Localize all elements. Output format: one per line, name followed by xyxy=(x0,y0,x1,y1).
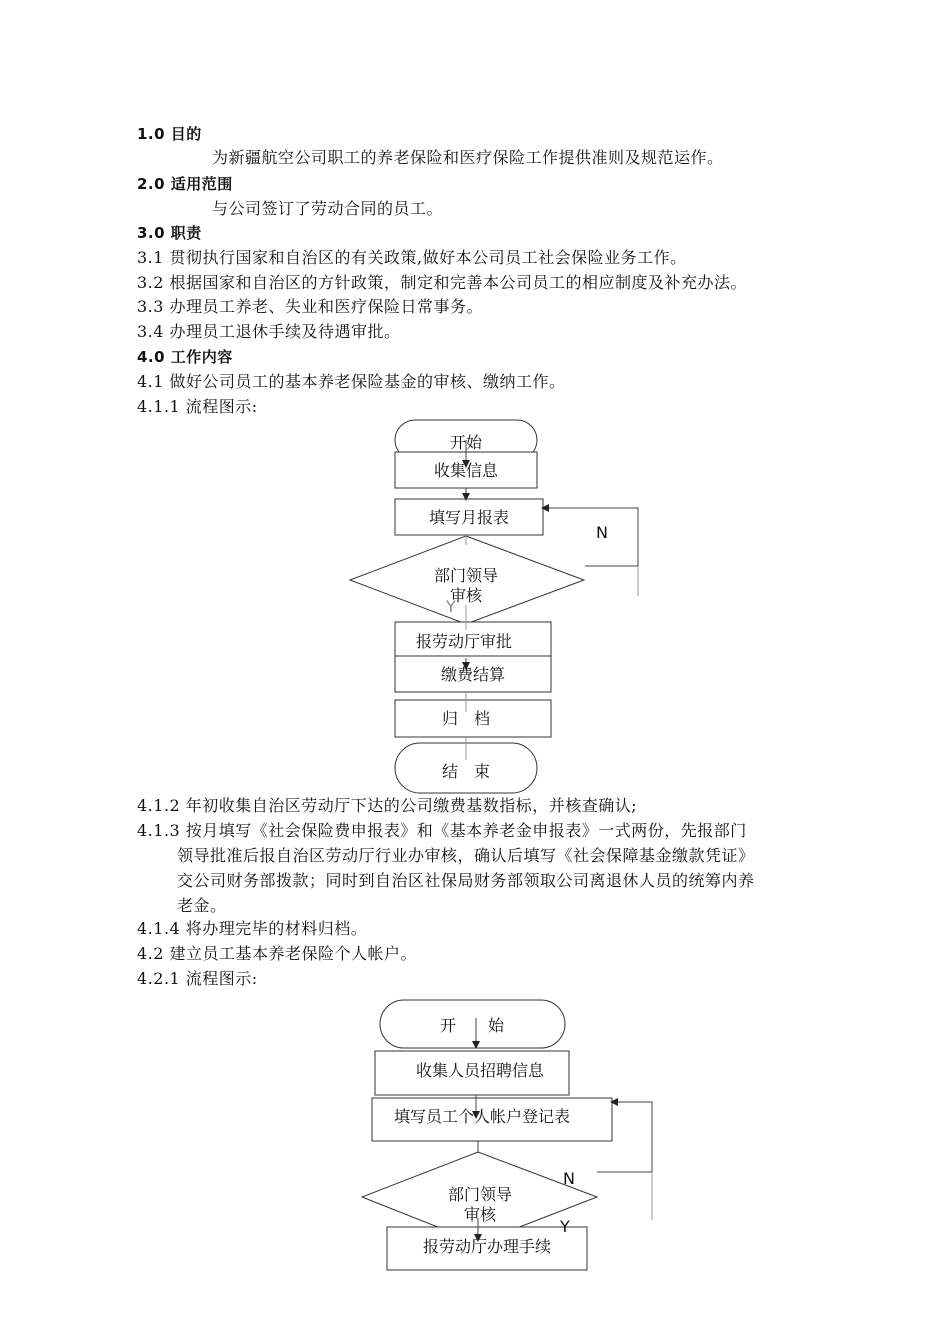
flow2-yes-label: Y xyxy=(560,1217,570,1236)
section-4-heading: 4.0 工作内容 xyxy=(137,348,233,366)
flow2-collect-label: 收集人员招聘信息 xyxy=(415,1061,545,1080)
flow1-no-label: N xyxy=(596,523,608,542)
flow2-review-label: 审核 xyxy=(463,1205,497,1224)
section-3-item: 3.1 贯彻执行国家和自治区的有关政策,做好本公司员工社会保险业务工作。 xyxy=(137,248,687,267)
flow1-archive-label: 归 档 xyxy=(441,709,491,728)
section-3-item: 3.3 办理员工养老、失业和医疗保险日常事务。 xyxy=(137,297,484,316)
flow2-start-label: 开 始 xyxy=(439,1016,505,1035)
flowchart-1 xyxy=(350,420,638,793)
section-4-1-1: 4.1.1 流程图示: xyxy=(137,397,258,416)
flow1-loop-line xyxy=(545,508,638,566)
section-4-2: 4.2 建立员工基本养老保险个人帐户。 xyxy=(137,944,418,963)
flow2-review-label: 部门领导 xyxy=(447,1185,513,1204)
section-4-1: 4.1 做好公司员工的基本养老保险基金的审核、缴纳工作。 xyxy=(137,372,566,391)
flow2-fill-label: 填写员工个人帐户登记表 xyxy=(393,1107,571,1126)
section-4-1-2: 4.1.2 年初收集自治区劳动厅下达的公司缴费基数指标，并核查确认; xyxy=(137,796,638,815)
section-1-text: 为新疆航空公司职工的养老保险和医疗保险工作提供准则及规范运作。 xyxy=(212,148,724,167)
section-4-1-3-line: 交公司财务部拨款；同时到自治区社保局财务部领取公司离退休人员的统筹内养 xyxy=(177,871,755,890)
flow1-review-label: 审核 xyxy=(449,586,483,605)
flow1-end-label: 结 束 xyxy=(441,762,491,781)
section-3-item: 3.4 办理员工退休手续及待遇审批。 xyxy=(137,322,401,341)
flow1-pay-label: 缴费结算 xyxy=(440,665,506,684)
section-4-1-3-line: 4.1.3 按月填写《社会保险费申报表》和《基本养老金申报表》一式两份，先报部门 xyxy=(137,821,747,840)
section-4-2-1: 4.2.1 流程图示: xyxy=(137,969,258,988)
section-2-heading: 2.0 适用范围 xyxy=(137,175,233,193)
flow1-approve-label: 报劳动厅审批 xyxy=(415,632,513,651)
flow2-handle-label: 报劳动厅办理手续 xyxy=(422,1237,552,1256)
flow1-collect-label: 收集信息 xyxy=(433,461,499,480)
section-4-1-4: 4.1.4 将办理完毕的材料归档。 xyxy=(137,919,368,938)
section-4-1-3-line: 领导批准后报自治区劳动厅行业办审核，确认后填写《社会保障基金缴款凭证》 xyxy=(177,846,755,865)
section-2-text: 与公司签订了劳动合同的员工。 xyxy=(212,199,444,218)
flow2-no-label: N xyxy=(563,1169,575,1188)
section-1-heading: 1.0 目的 xyxy=(137,125,202,143)
flow1-review-label: 部门领导 xyxy=(433,566,499,585)
section-3-heading: 3.0 职责 xyxy=(137,224,202,242)
section-3-item: 3.2 根据国家和自治区的方针政策，制定和完善本公司员工的相应制度及补充办法。 xyxy=(137,273,748,292)
flow1-start-label: 开始 xyxy=(449,433,483,452)
section-4-1-3-line: 老金。 xyxy=(177,896,227,915)
flow1-fill-label: 填写月报表 xyxy=(428,508,510,527)
flowchart-2 xyxy=(362,1000,652,1270)
flow1-yes-label: Y xyxy=(446,597,456,616)
